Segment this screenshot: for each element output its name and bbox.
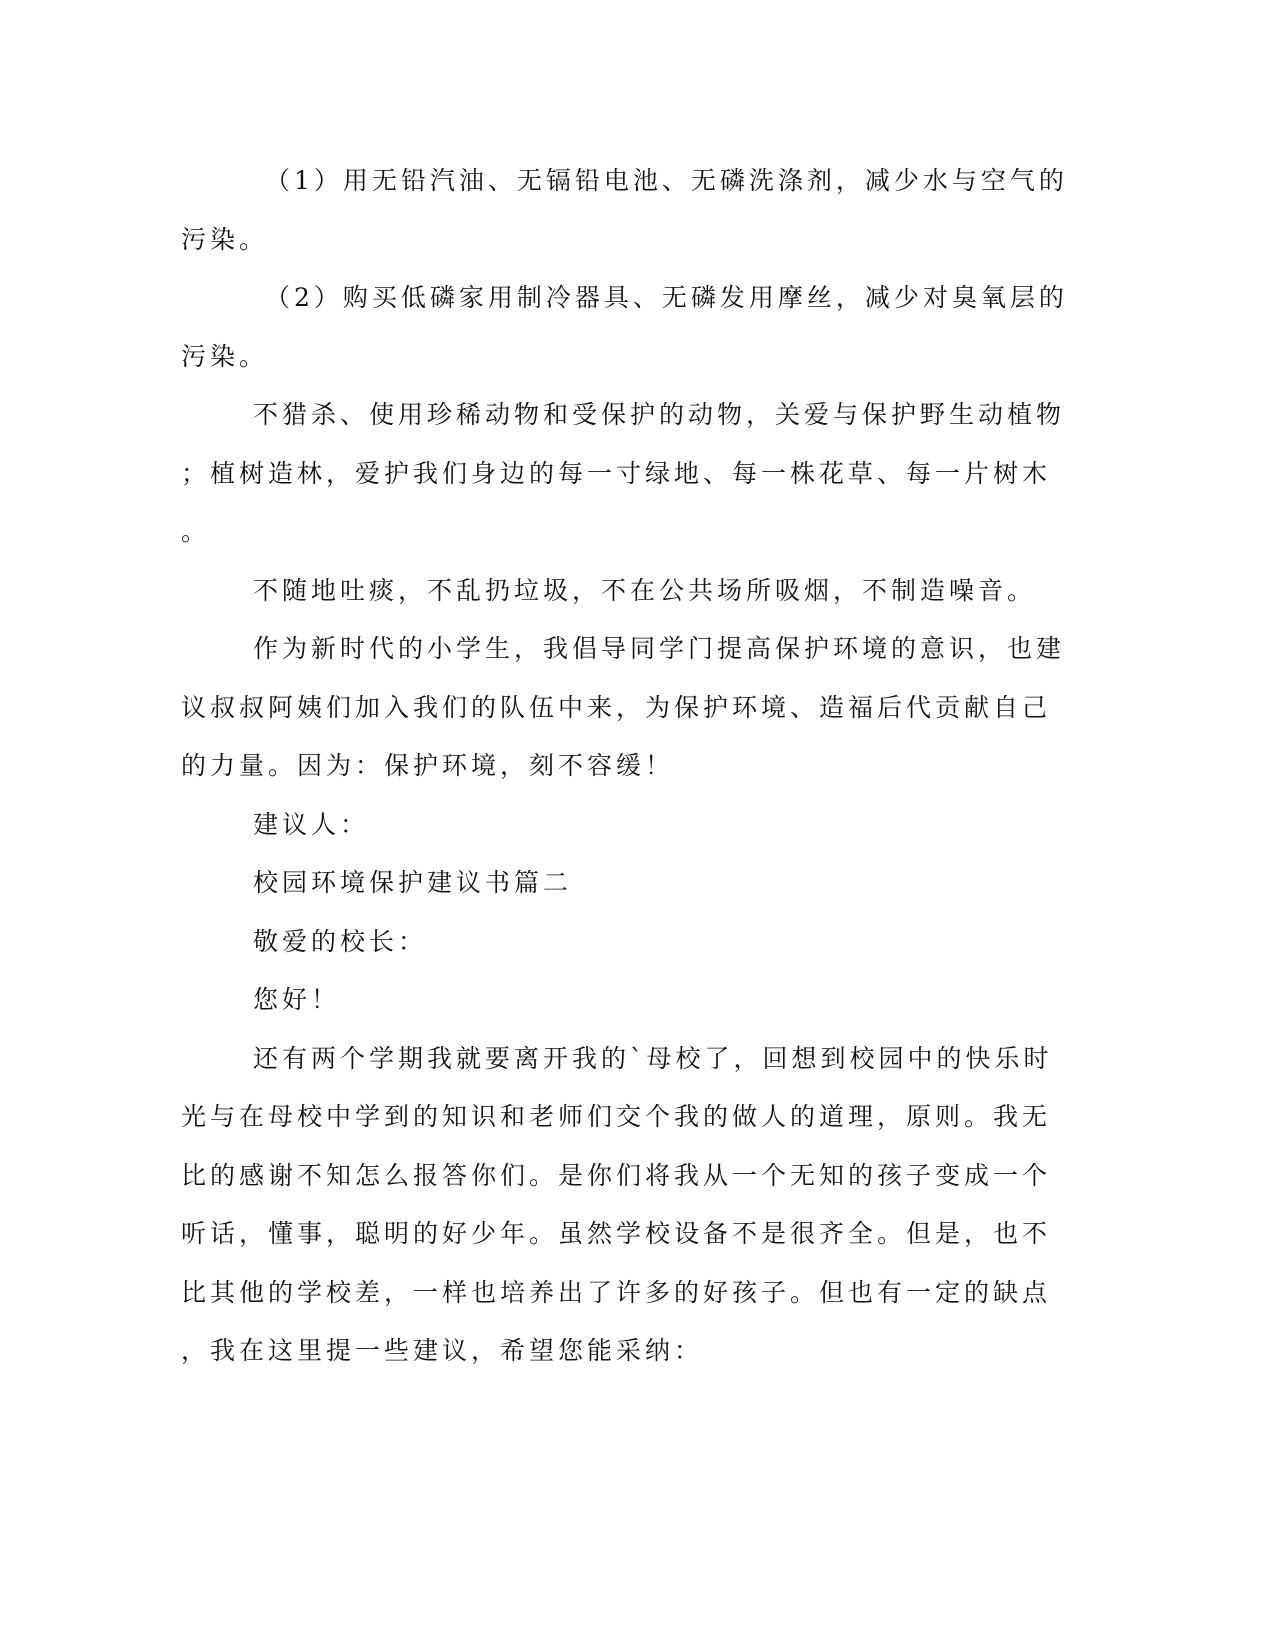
text-line: 不随地吐痰，不乱扔垃圾，不在公共场所吸烟，不制造噪音。 (253, 576, 1037, 605)
text-line: 污染。 (181, 225, 269, 254)
text-line: ，我在这里提一些建议，希望您能采纳： (181, 1336, 704, 1365)
text-line: ；植树造林，爱护我们身边的每一寸绿地、每一株花草、每一片树木 (181, 459, 1052, 488)
text-line: 比其他的学校差，一样也培养出了许多的好孩子。但也有一定的缺点 (181, 1278, 1052, 1307)
text-line: 听话，懂事，聪明的好少年。虽然学校设备不是很齐全。但是，也不 (181, 1219, 1052, 1248)
text-line: 比的感谢不知怎么报答你们。是你们将我从一个无知的孩子变成一个 (181, 1161, 1052, 1190)
text-line: 作为新时代的小学生，我倡导同学门提高保护环境的意识，也建 (253, 634, 1066, 663)
salutation: 敬爱的校长： (253, 927, 428, 956)
text-line: （2）购买低磷家用制冷器具、无磷发用摩丝，减少对臭氧层的 (265, 283, 1068, 312)
text-line: 议叔叔阿姨们加入我们的队伍中来，为保护环境、造福后代贡献自己 (181, 693, 1052, 722)
section-heading: 校园环境保护建议书篇二 (253, 868, 573, 897)
text-line: （1）用无铅汽油、无镉铅电池、无磷洗涤剂，减少水与空气的 (265, 166, 1068, 195)
text-line: 不猎杀、使用珍稀动物和受保护的动物，关爱与保护野生动植物 (253, 400, 1066, 429)
text-line: 光与在母校中学到的知识和老师们交个我的做人的道理，原则。我无 (181, 1102, 1052, 1131)
text-line: 。 (181, 517, 211, 546)
text-line: 污染。 (181, 342, 269, 371)
text-line: 建议人： (253, 810, 370, 839)
text-line: 的力量。因为：保护环境，刻不容缓！ (181, 751, 675, 780)
text-line: 还有两个学期我就要离开我的`母校了，回想到校园中的快乐时 (253, 1044, 1053, 1073)
greeting: 您好！ (253, 985, 341, 1014)
